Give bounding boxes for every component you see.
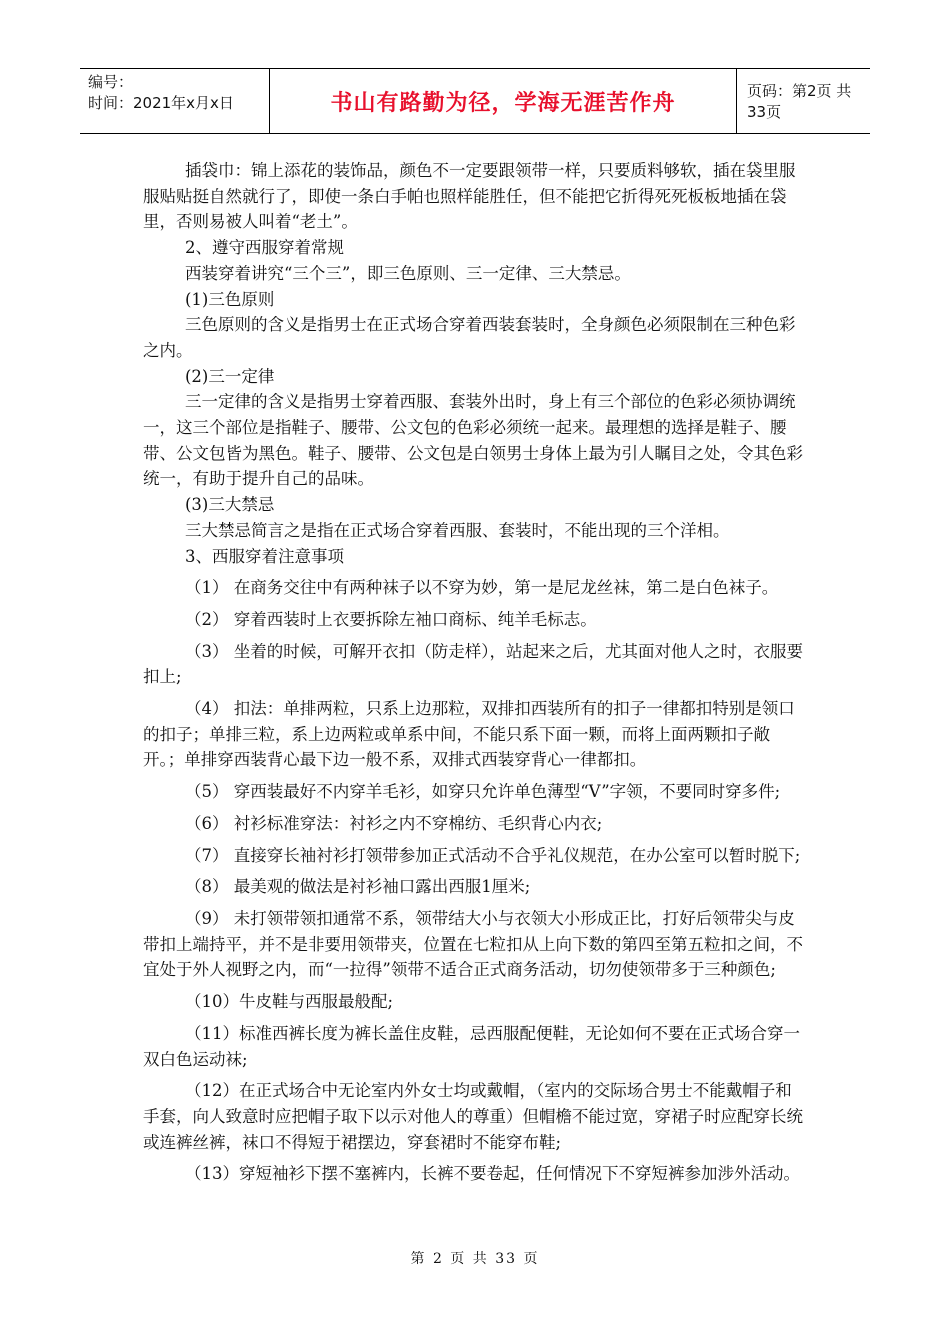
list-item: （9） 未打领带领扣通常不系，领带结大小与衣领大小形成正比，打好后领带尖与皮带扣上端持平，并不是非要用领带夹，位置在七粒扣从上向下数的第四至第五粒扣之间，不宜处于外人视野之内，而“一拉得”领带不适合正式商务活动，切勿使领带多于三种颜色;	[143, 908, 803, 980]
section-heading: 3、西服穿着注意事项	[185, 546, 344, 566]
list-item: （5） 穿西装最好不内穿羊毛衫，如穿只允许单色薄型“V”字领，不要同时穿多件;	[185, 782, 781, 802]
page-header	[80, 68, 870, 134]
paragraph: 西装穿着讲究“三个三”，即三色原则、三一定律、三大禁忌。	[185, 263, 631, 283]
list-item: （3） 坐着的时候，可解开衣扣（防走样），站起来之后，尤其面对他人之时，衣服要扣上;	[143, 641, 803, 687]
list-item: （7） 直接穿长袖衬衫打领带参加正式活动不合乎礼仪规范，在办公室可以暂时脱下;	[185, 845, 801, 865]
list-item: （6） 衬衫标准穿法：衬衫之内不穿棉纺、毛织背心内衣;	[185, 813, 603, 833]
subsection-heading: (1)三色原则	[185, 289, 275, 309]
list-item: （10）牛皮鞋与西服最般配;	[185, 992, 394, 1012]
list-item: （13）穿短袖衫下摆不塞裤内，长裤不要卷起，任何情况下不穿短裤参加涉外活动。	[185, 1164, 800, 1184]
paragraph: 三大禁忌简言之是指在正式场合穿着西服、套装时，不能出现的三个洋相。	[185, 520, 730, 540]
time-label: 时间：2021年x月x日	[88, 94, 234, 112]
section-heading: 2、遵守西服穿着常规	[185, 238, 344, 258]
header-motto: 书山有路勤为径，学海无涯苦作舟	[270, 69, 737, 133]
paragraph: 三色原则的含义是指男士在正式场合穿着西装套装时，全身颜色必须限制在三种色彩之内。	[143, 315, 796, 360]
paragraph: 插袋巾：锦上添花的装饰品，颜色不一定要跟领带一样，只要质料够软，插在袋里服服贴贴挺自然就行了，即使一条白手帕也照样能胜任，但不能把它折得死死板板地插在袋里，否则易被人叫着“老土”。	[143, 161, 796, 232]
header-meta	[80, 69, 270, 133]
number-label: 编号：	[88, 73, 134, 91]
list-item: （8） 最美观的做法是衬衫袖口露出西服1厘米;	[185, 877, 531, 897]
list-item: （12）在正式场合中无论室内外女士均或戴帽，（室内的交际场合男士不能戴帽子和手套，向人致意时应把帽子取下以示对他人的尊重）但帽檐不能过宽，穿裙子时应配穿长统或连裤丝裤，袜口不得短于裙摆边，穿套裙时不能穿布鞋;	[143, 1081, 803, 1152]
list-item: （4） 扣法：单排两粒，只系上边那粒，双排扣西装所有的扣子一律都扣特别是领口的扣子；单排三粒，系上边两粒或单系中间，不能只系下面一颗，而将上面两颗扣子敞开。；单排穿西装背心最下边一般不系，双排式西装穿背心一律都扣。	[143, 699, 795, 770]
list-item: （11）标准西裤长度为裤长盖住皮鞋，忌西服配便鞋，无论如何不要在正式场合穿一双白色运动袜;	[143, 1023, 800, 1069]
header-page-label: 页码：第2页 共33页	[747, 82, 852, 121]
list-item: （2） 穿着西装时上衣要拆除左袖口商标、纯羊毛标志。	[185, 609, 597, 629]
page-footer: 第 2 页 共 33 页	[410, 1251, 540, 1267]
document-body	[143, 158, 808, 1187]
paragraph: 三一定律的含义是指男士穿着西服、套装外出时，身上有三个部位的色彩必须协调统一，这三个部位是指鞋子、腰带、公文包的色彩必须统一起来。最理想的选择是鞋子、腰带、公文包皆为黑色。鞋子、腰带、公文包是白领男士身体上最为引人瞩目之处，令其色彩统一，有助于提升自己的品味。	[143, 392, 803, 489]
subsection-heading: (2)三一定律	[185, 366, 275, 386]
list-item: （1） 在商务交往中有两种袜子以不穿为妙，第一是尼龙丝袜，第二是白色袜子。	[185, 578, 779, 598]
subsection-heading: (3)三大禁忌	[185, 495, 275, 515]
